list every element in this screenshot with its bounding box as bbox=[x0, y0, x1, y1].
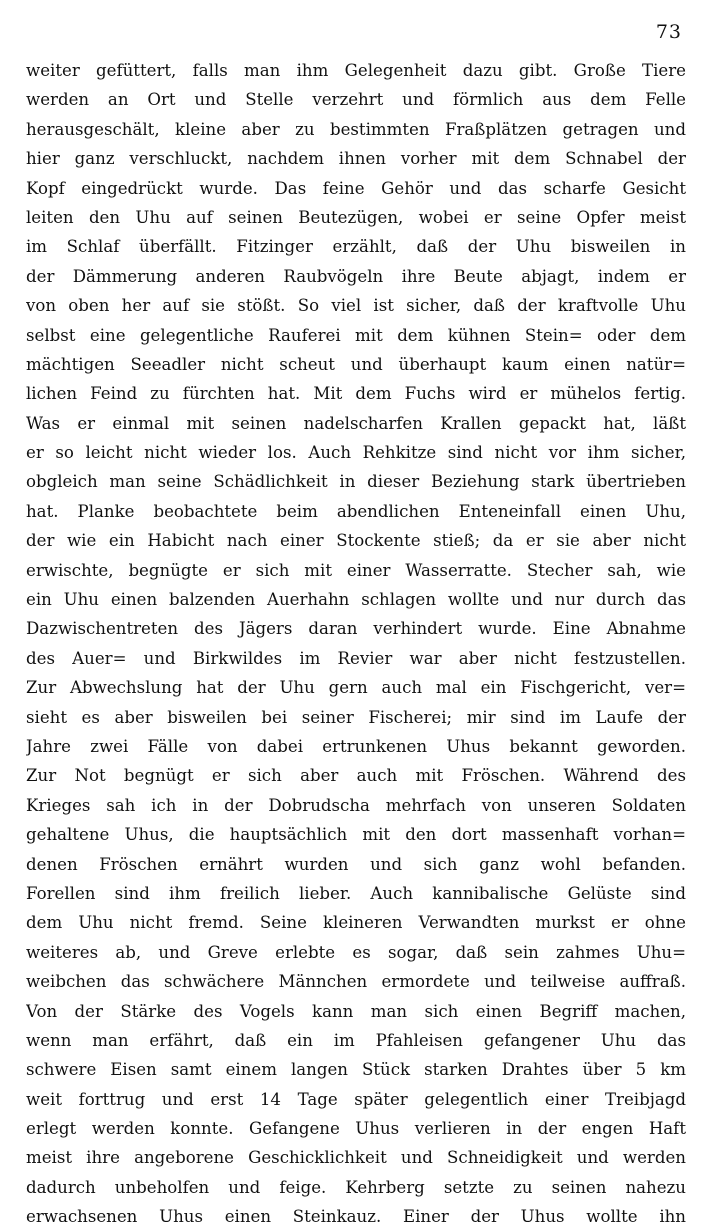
page-number: 73 bbox=[655, 21, 682, 43]
body-text bbox=[26, 56, 686, 1232]
text-line: dem Uhu nicht fremd. Seine kleineren Verwandten murkst er ohne bbox=[26, 913, 686, 933]
text-line: weiter gefüttert, falls man ihm Gelegenheit dazu gibt. Große Tiere bbox=[26, 61, 686, 80]
text-line: werden an Ort und Stelle verzehrt und förmlich aus dem Felle bbox=[26, 90, 686, 110]
text-line: weiteres ab, und Greve erlebte es sogar, daß sein zahmes Uhu= bbox=[26, 942, 686, 962]
text-line: weibchen das schwächere Männchen ermordete und teilweise auffraß. bbox=[26, 972, 686, 992]
text-line: mächtigen Seeadler nicht scheut und überhaupt kaum einen natür= bbox=[26, 354, 686, 374]
text-line: leiten den Uhu auf seinen Beutezügen, wobei er seine Opfer meist bbox=[26, 207, 686, 227]
text-line: obgleich man seine Schädlichkeit in dieser Beziehung stark übertrieben bbox=[26, 472, 686, 492]
text-line: er so leicht nicht wieder los. Auch Rehkitze sind nicht vor ihm sicher, bbox=[26, 443, 686, 463]
text-line: im Schlaf überfällt. Fitzinger erzählt, daß der Uhu bisweilen in bbox=[26, 237, 686, 257]
text-line: selbst eine gelegentliche Rauferei mit dem kühnen Stein= oder dem bbox=[26, 325, 686, 345]
text-line: denen Fröschen ernährt wurden und sich ganz wohl befanden. bbox=[26, 854, 686, 874]
text-line: dadurch unbeholfen und feige. Kehrberg setzte zu seinen nahezu bbox=[26, 1177, 686, 1197]
text-line: sieht es aber bisweilen bei seiner Fischerei; mir sind im Laufe der bbox=[26, 707, 686, 727]
text-line: Was er einmal mit seinen nadelscharfen Krallen gepackt hat, läßt bbox=[26, 413, 686, 433]
text-line: Zur Not begnügt er sich aber auch mit Fröschen. Während des bbox=[26, 766, 686, 786]
text-line: der Dämmerung anderen Raubvögeln ihre Beute abjagt, indem er bbox=[26, 266, 686, 286]
text-line: ein Uhu einen balzenden Auerhahn schlagen wollte und nur durch das bbox=[26, 590, 686, 610]
text-line: gehaltene Uhus, die hauptsächlich mit den dort massenhaft vorhan= bbox=[26, 825, 686, 845]
text-line: erwischte, begnügte er sich mit einer Wasserratte. Stecher sah, wie bbox=[26, 560, 686, 580]
text-line: Kopf eingedrückt wurde. Das feine Gehör und das scharfe Gesicht bbox=[26, 178, 686, 198]
text-line: wenn man erfährt, daß ein im Pfahleisen gefangener Uhu das bbox=[26, 1030, 686, 1050]
text-line: herausgeschält, kleine aber zu bestimmten Fraßplätzen getragen und bbox=[26, 119, 686, 139]
text-line: Jahre zwei Fälle von dabei ertrunkenen Uhus bekannt geworden. bbox=[26, 736, 686, 756]
text-line: Zur Abwechslung hat der Uhu gern auch mal ein Fischgericht, ver= bbox=[26, 678, 686, 698]
text-line: Forellen sind ihm freilich lieber. Auch kannibalische Gelüste sind bbox=[26, 883, 686, 903]
text-line: lichen Feind zu fürchten hat. Mit dem Fuchs wird er mühelos fertig. bbox=[26, 384, 686, 404]
text-line: Dazwischentreten des Jägers daran verhindert wurde. Eine Abnahme bbox=[26, 619, 686, 639]
text-line: erwachsenen Uhus einen Steinkauz. Einer der Uhus wollte ihn bbox=[26, 1207, 686, 1227]
text-line: erlegt werden konnte. Gefangene Uhus verlieren in der engen Haft bbox=[26, 1119, 686, 1139]
text-line: der wie ein Habicht nach einer Stockente stieß; da er sie aber nicht bbox=[26, 531, 686, 551]
text-line: von oben her auf sie stößt. So viel ist sicher, daß der kraftvolle Uhu bbox=[26, 296, 686, 316]
text-line: meist ihre angeborene Geschicklichkeit und Schneidigkeit und werden bbox=[26, 1148, 686, 1168]
text-line: Von der Stärke des Vogels kann man sich einen Begriff machen, bbox=[26, 1001, 686, 1021]
text-line: Krieges sah ich in der Dobrudscha mehrfach von unseren Soldaten bbox=[26, 795, 686, 815]
text-line: weit forttrug und erst 14 Tage später gelegentlich einer Treibjagd bbox=[26, 1089, 686, 1109]
text-line: hier ganz verschluckt, nachdem ihnen vorher mit dem Schnabel der bbox=[26, 149, 686, 169]
text-line: hat. Planke beobachtete beim abendlichen Enteneinfall einen Uhu, bbox=[26, 501, 686, 521]
text-line: schwere Eisen samt einem langen Stück starken Drahtes über 5 km bbox=[26, 1060, 686, 1080]
text-line: des Auer= und Birkwildes im Revier war aber nicht festzustellen. bbox=[26, 648, 686, 668]
